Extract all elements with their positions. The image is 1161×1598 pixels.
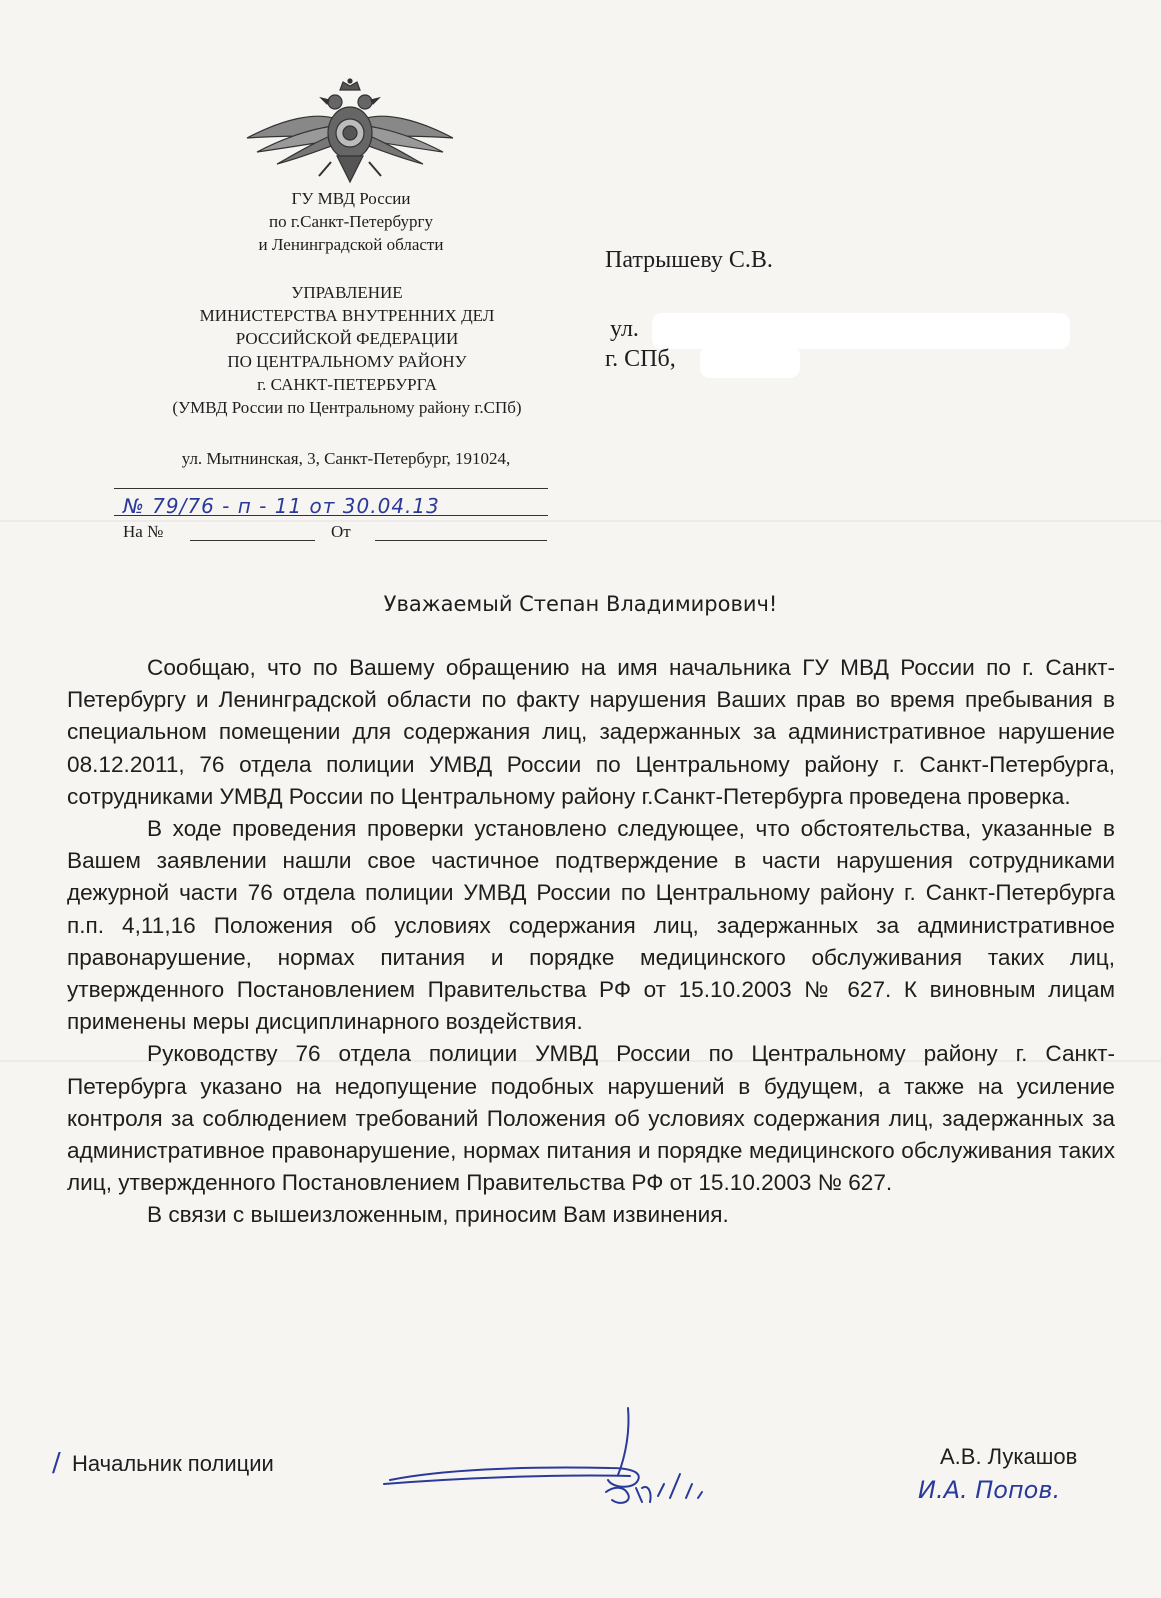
redacted-postcode: [700, 346, 800, 378]
paper-fold: [0, 520, 1161, 522]
department-address: ул. Мытнинская, 3, Санкт-Петербург, 191024,: [181, 449, 511, 468]
body-paragraph: Сообщаю, что по Вашему обращению на имя начальника ГУ МВД России по г. Санкт-Петербургу и Ленинградской области по факту нарушения Ваших прав во время пребывания в специальном помещении для содержания лиц, задержанных за административное нарушение 08.12.2011, 76 отдела полиции УМВД России по Центральному району г. Санкт-Петербурга, сотрудниками УМВД России по Центральному району г.Санкт-Петербурга проведена проверка.: [67, 655, 1115, 809]
org-line: по г.Санкт-Петербургу: [268, 212, 434, 231]
ref-from-label: От: [331, 522, 351, 541]
body-paragraph: В ходе проведения проверки установлено следующее, что обстоятельства, указанные в Вашем заявлении нашли свое частичное подтверждение в части нарушения сотрудниками дежурной части 76 отдела полиции УМВД России по Центральному району г. Санкт-Петербурга п.п. 4,11,16 Положения об условиях содержания лиц, задержанных за административное правонарушение, нормах питания и порядке медицинского обслуживания таких лиц, утвержденного Постановлением Правительства РФ от 15.10.2003 № 627. К виновным лицам применены меры дисциплинарного воздействия.: [67, 816, 1115, 1035]
dept-line: УПРАВЛЕНИЕ: [291, 283, 403, 302]
mvd-emblem-icon: [245, 78, 455, 188]
signatory-name: А.В. Лукашов: [940, 1444, 1078, 1469]
redacted-street: [652, 313, 1070, 349]
issuing-authority: [146, 187, 556, 256]
signatory-title: Начальник полиции: [72, 1451, 274, 1476]
dept-line: г. САНКТ-ПЕТЕРБУРГА: [257, 375, 437, 394]
dept-line: (УМВД России по Центральному району г.СПб): [172, 398, 522, 417]
ref-to-label: На №: [123, 522, 164, 541]
outgoing-reference: № 79/76 - п - 11 от 30.04.13: [123, 494, 440, 518]
blank-line: [375, 540, 547, 541]
pen-mark: /: [52, 1448, 61, 1478]
letter-body: [67, 652, 1115, 1232]
dept-line: ПО ЦЕНТРАЛЬНОМУ РАЙОНУ: [227, 352, 467, 371]
org-line: ГУ МВД России: [291, 189, 411, 208]
divider: [114, 488, 548, 489]
handwritten-signature: [380, 1400, 800, 1520]
recipient-name: Патрышеву С.В.: [605, 247, 773, 273]
dept-line: РОССИЙСКОЙ ФЕДЕРАЦИИ: [235, 329, 459, 348]
dept-line: МИНИСТЕРСТВА ВНУТРЕННИХ ДЕЛ: [199, 306, 495, 325]
blank-line: [190, 540, 315, 541]
org-line: и Ленинградской области: [258, 235, 444, 254]
recipient-city: г. СПб,: [605, 346, 676, 372]
body-paragraph: Руководству 76 отдела полиции УМВД России по Центральному району г. Санкт-Петербурга указано на недопущение подобных нарушений в будущем, а также на усиление контроля за соблюдением требований Положения об условиях содержания лиц, задержанных за административное правонарушение, нормах питания и порядке медицинского обслуживания таких лиц, утвержденного Постановлением Правительства РФ от 15.10.2003 № 627.: [67, 1041, 1115, 1196]
handwritten-note: И.А. Попов.: [918, 1476, 1061, 1504]
body-paragraph: В связи с вышеизложенным, приносим Вам извинения.: [147, 1202, 729, 1228]
department-block: [132, 281, 562, 419]
recipient-street: ул.: [610, 316, 639, 342]
salutation: Уважаемый Степан Владимирович!: [383, 592, 778, 616]
